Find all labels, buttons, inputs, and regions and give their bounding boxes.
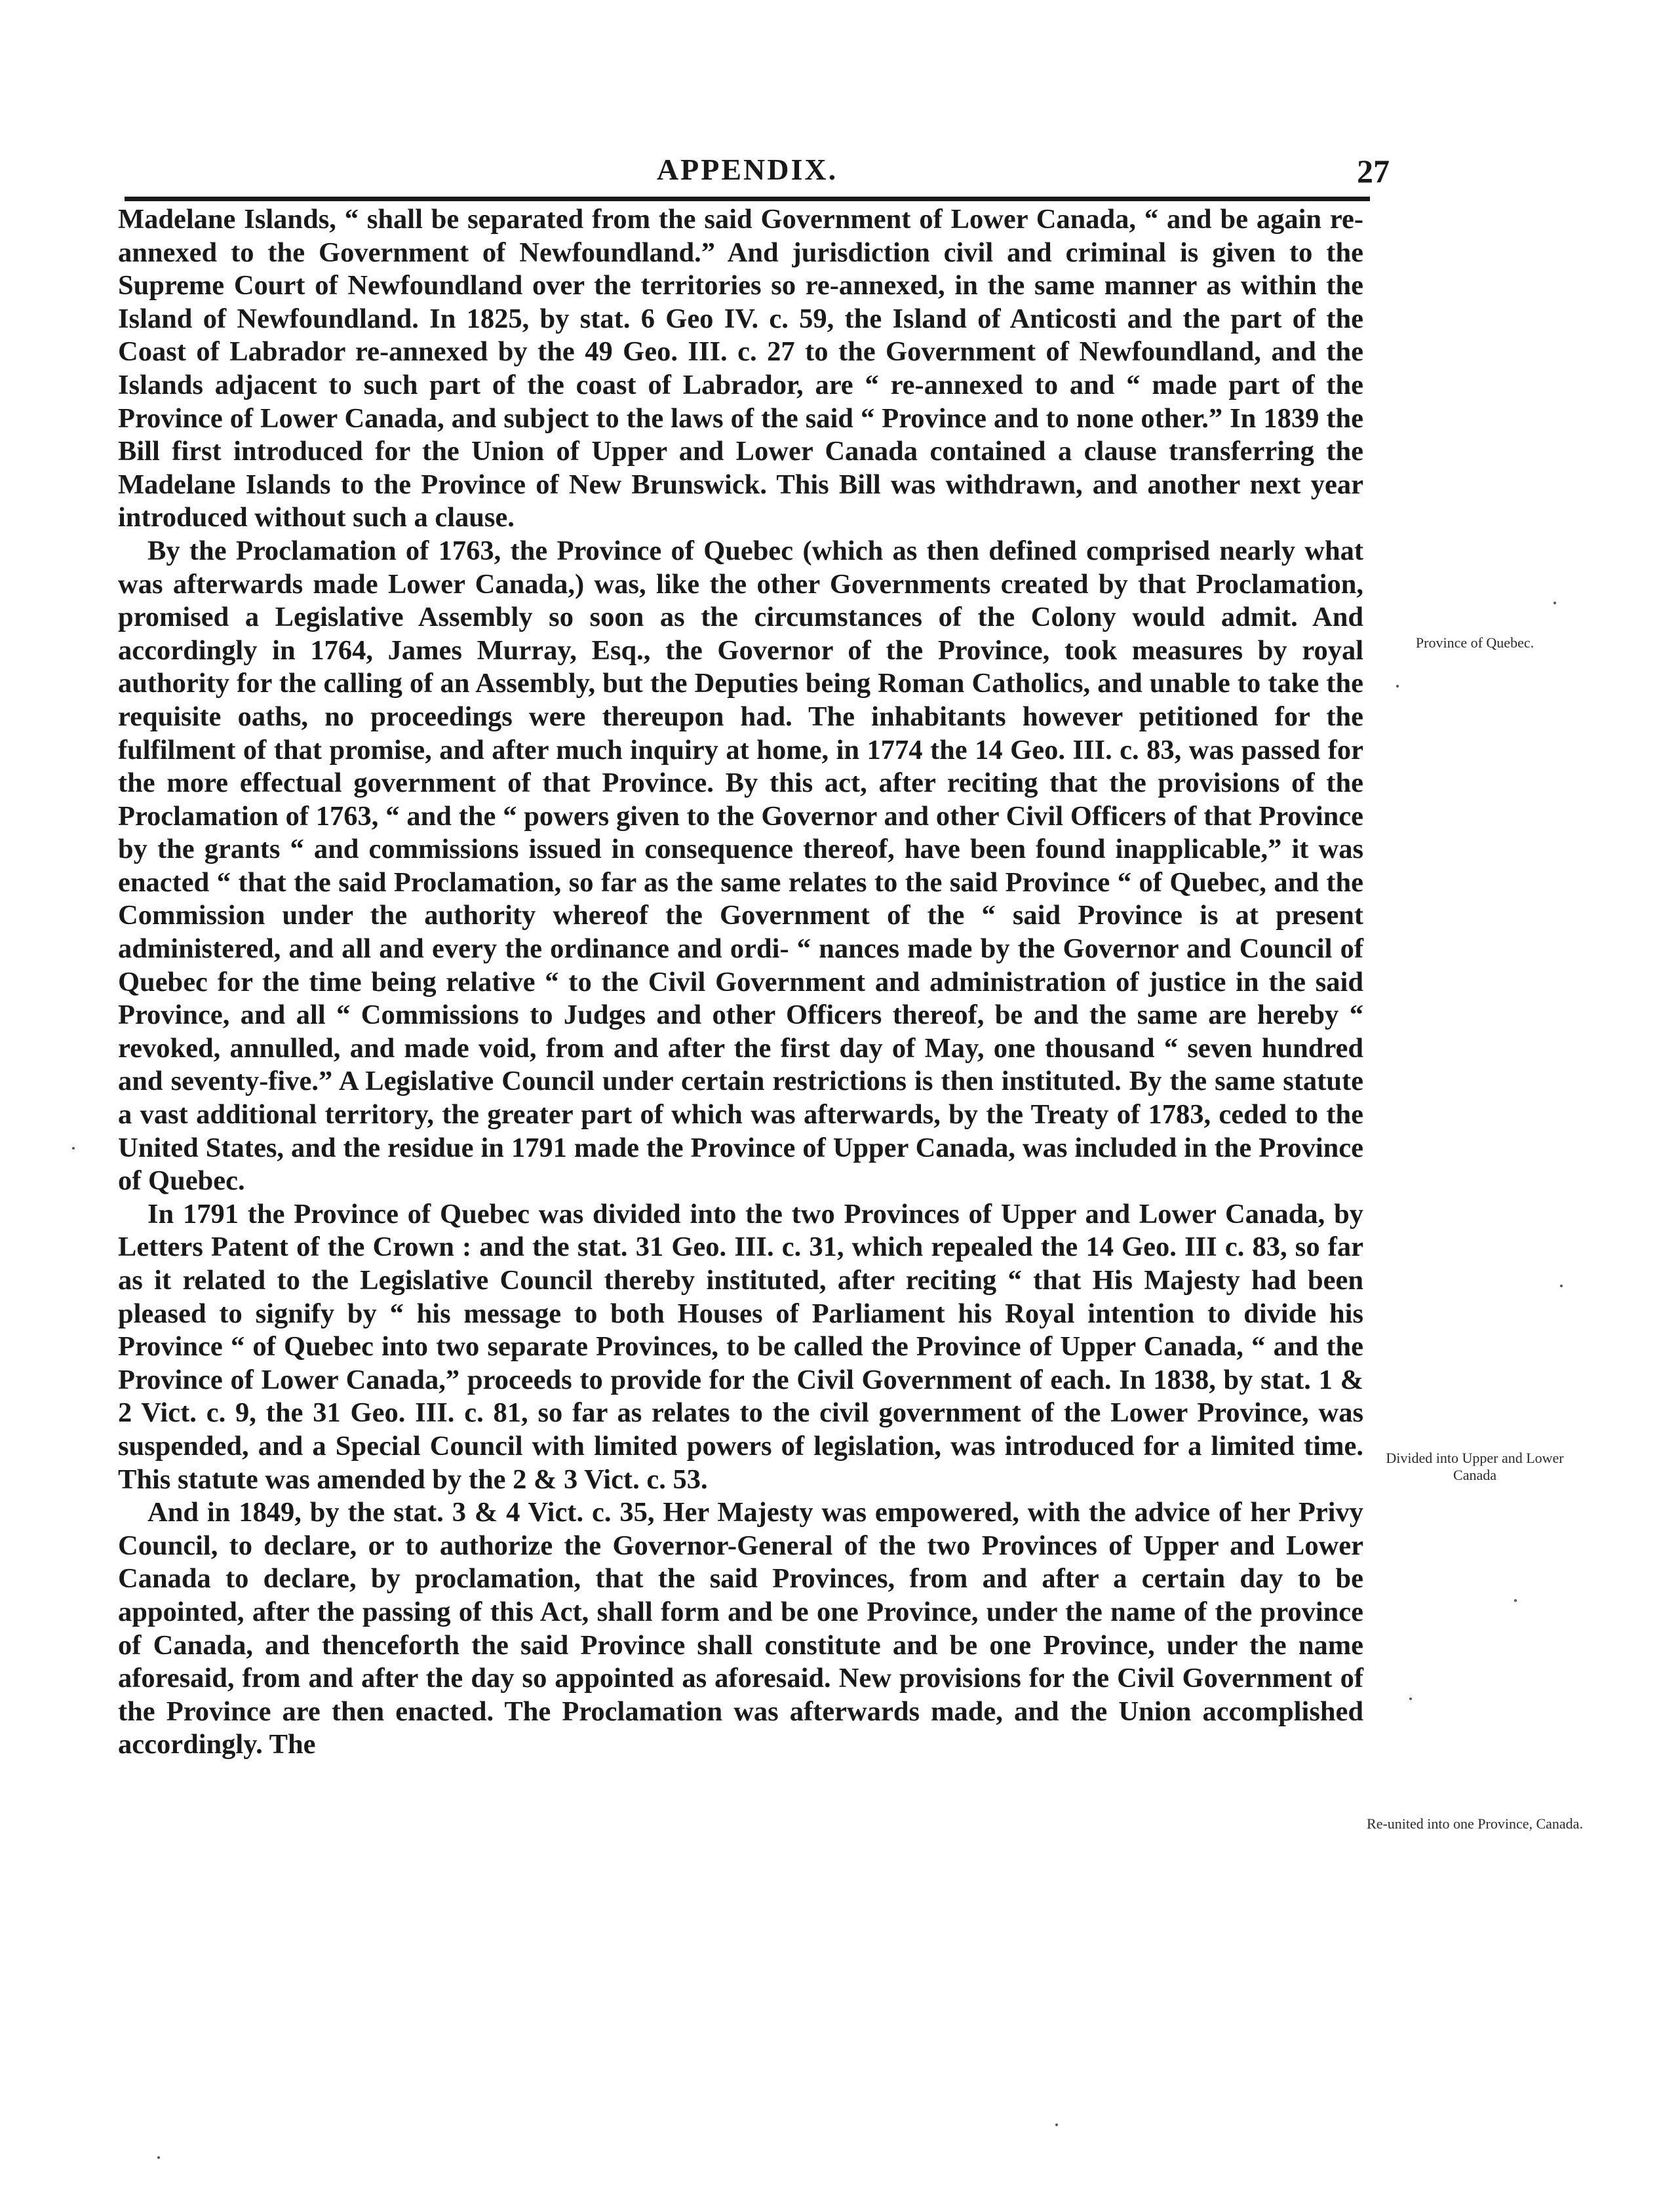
scan-speck [157,2156,160,2159]
running-header [125,152,1390,191]
margin-note-re-united: Re-united into one Province, Canada. [1367,1815,1583,1832]
scan-speck [1055,2123,1058,2126]
body-text [118,203,1363,1762]
paragraph-madelane-islands: Madelane Islands, “ shall be separated from the said Government of Lower Canada, “ and be again re-annexed to the Government of Newfoundland.” And jurisdiction civil and criminal is given to the Supreme Court of Newfoundland over the territories so re-annexed, in the same manner as within the Island of Newfoundland. In 1825, by stat. 6 Geo IV. c. 59, the Island of Anticosti and the part of the Coast of Labrador re-annexed by the 49 Geo. III. c. 27 to the Government of Newfoundland, and the Islands adjacent to such part of the coast of Labrador, are “ re-annexed to and “ made part of the Province of Lower Canada, and subject to the laws of the said “ Province and to none other.” In 1839 the Bill first introduced for the Union of Upper and Lower Canada contained a clause transferring the Madelane Islands to the Province of New Brunswick. This Bill was withdrawn, and another next year introduced without such a clause. [118,204,1363,533]
header-title: APPENDIX. [656,153,838,186]
margin-note-divided: Divided into Upper and Lower Canada [1386,1450,1564,1483]
scan-speck [1409,1697,1412,1700]
paragraph-division-1791: In 1791 the Province of Quebec was divided into the two Provinces of Upper and Lower Canada, by Letters Patent of the Crown : and the stat. 31 Geo. III. c. 31, which repealed the 14 Geo. III c. 83, so far as it related to the Legislative Council thereby instituted, after reciting “ that His Majesty had been pleased to signify by “ his message to both Houses of Parliament his Royal intention to divide his Province “ of Quebec into two separate Provinces, to be called the Province of Upper Canada, “ and the Province of Lower Canada,” proceeds to provide for the Civil Government of each. In 1838, by stat. 1 & 2 Vict. c. 9, the 31 Geo. III. c. 81, so far as relates to the civil government of the Lower Province, was suspended, and a Special Council with limited powers of legislation, was introduced for a limited time. This statute was amended by the 2 & 3 Vict. c. 53. [118,1198,1363,1495]
scan-speck [72,1147,75,1150]
scan-speck [1514,1599,1517,1602]
scan-speck [1560,1285,1563,1287]
scan-speck [1396,685,1399,688]
page-number: 27 [1357,153,1390,189]
paragraph-proclamation-1763: By the Proclamation of 1763, the Province of Quebec (which as then defined comprised nearly what was afterwards made Lower Canada,) was, like the other Governments created by that Proclamation, promised a Legislative Assembly so soon as the circumstances of the Colony would admit. And accordingly in 1764, James Murray, Esq., the Governor of the Province, took measures by royal authority for the calling of an Assembly, but the Deputies being Roman Catholics, and unable to take the requisite oaths, no proceedings were thereupon had. The inhabitants however petitioned for the fulfilment of that promise, and after much inquiry at home, in 1774 the 14 Geo. III. c. 83, was passed for the more effectual government of that Province. By this act, after reciting that the provisions of the Proclamation of 1763, “ and the “ powers given to the Governor and other Civil Officers of that Province by the grants “ and commissions issued in consequence thereof, have been found inapplicable,” it was enacted “ that the said Proclamation, so far as the same relates to the said Province “ of Quebec, and the Commission under the authority whereof the Government of the “ said Province is at present administered, and all and every the ordinance and ordi- “ nances made by the Governor and Council of Quebec for the time being relative “ to the Civil Government and administration of justice in the said Province, and all “ Commissions to Judges and other Officers thereof, be and the same are hereby “ revoked, annulled, and made void, from and after the first day of May, one thousand “ seven hundred and seventy-five.” A Legislative Council under certain restrictions is then instituted. By the same statute a vast additional territory, the greater part of which was afterwards, by the Treaty of 1783, ceded to the United States, and the residue in 1791 made the Province of Upper Canada, was included in the Province of Quebec. [118,535,1363,1197]
paragraph-union-1849: And in 1849, by the stat. 3 & 4 Vict. c. 35, Her Majesty was empowered, with the advice of her Privy Council, to declare, or to authorize the Governor-General of the two Provinces of Upper and Lower Canada to declare, by proclamation, that the said Provinces, from and after a certain day to be appointed, after the passing of this Act, shall form and be one Province, under the name of the province of Canada, and thenceforth the said Province shall constitute and be one Province, under the name aforesaid, from and after the day so appointed as aforesaid. New provisions for the Civil Government of the Province are then enacted. The Proclamation was afterwards made, and the Union accomplished accordingly. The [118,1497,1363,1760]
scan-speck [1553,602,1556,604]
margin-note-province-of-quebec: Province of Quebec. [1415,634,1534,651]
header-rule [125,197,1370,201]
